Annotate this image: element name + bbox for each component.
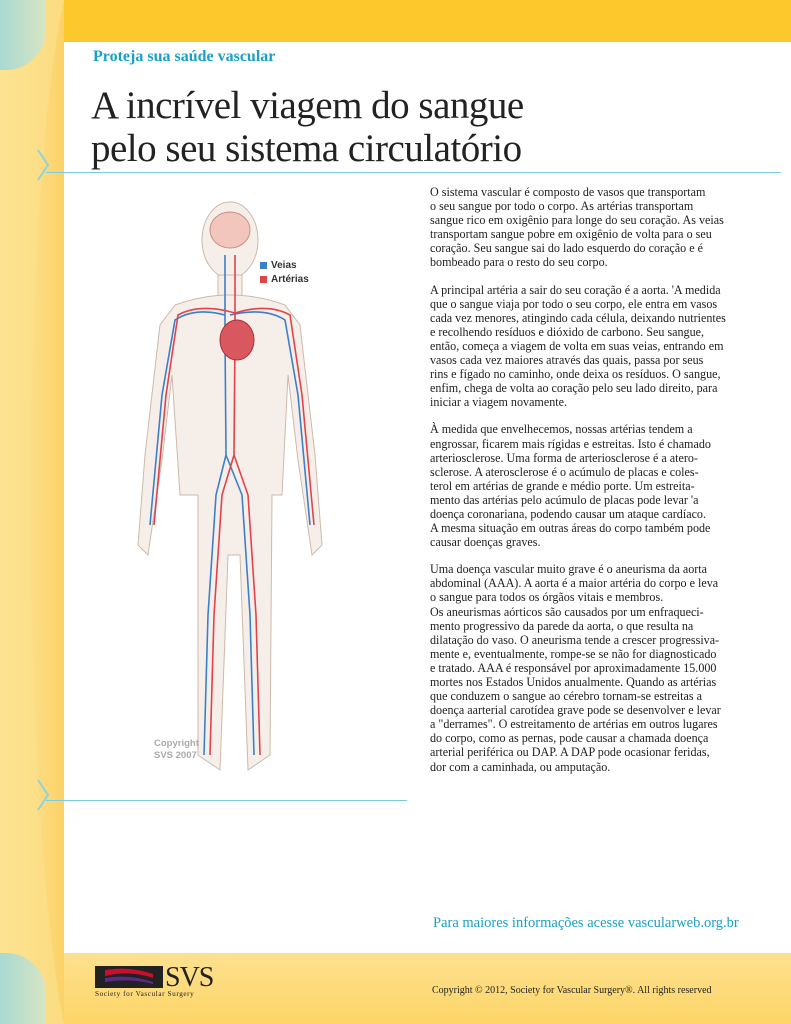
legend-label-arteries: Artérias: [271, 273, 309, 285]
legend-swatch-arteries: [260, 276, 267, 283]
body-text: [430, 185, 745, 787]
svs-logo-tagline: Society for Vascular Surgery: [95, 990, 195, 998]
legend-label-veins: Veias: [271, 259, 297, 271]
footer-copyright: Copyright © 2012, Society for Vascular Surgery®. All rights reserved: [432, 985, 712, 996]
svs-logo: [95, 962, 225, 1002]
figure-legend: [260, 258, 309, 286]
paragraph: O sistema vascular é composto de vasos que transportam o seu sangue por todo o corpo. As artérias transportam sangue rico em oxigênio para longe do seu coração. As veias transportam sangue pobre em oxigênio de volta para o seu coração. Seu sangue sai do lado esquerdo do coração e é bombeado para o resto do seu corpo.: [430, 185, 724, 270]
title-line-1: A incrível viagem do sangue: [91, 84, 524, 127]
more-info-link[interactable]: Para maiores informações acesse vascularweb.org.br: [433, 915, 739, 931]
figure-copyright: Copyright SVS 2007: [154, 738, 199, 761]
title-rule: [46, 172, 781, 173]
legend-swatch-veins: [260, 262, 267, 269]
title-line-2: pelo seu sistema circulatório: [91, 127, 522, 170]
circulatory-system-figure: [100, 195, 360, 780]
legend-item-veins: [260, 258, 309, 272]
paragraph: A principal artéria a sair do seu coração é a aorta. 'A medida que o sangue viaja por todo o seu corpo, ele entra em vasos cada vez menores, atingindo cada célula, deixando nutrientes e recolhendo resíduos e dióxido de carbono. Seu sangue, então, começa a viagem de volta em suas veias, entrando em vasos cada vez maiores através das quais, passa por seus rins e fígado no caminho, onde deixa os resíduos. O sangue, enfim, chega de volta ao coração pelo seu lado direito, para iniciar a viagem novamente.: [430, 282, 726, 410]
svs-logo-text: SVS: [165, 962, 214, 993]
brain-icon: [210, 212, 250, 248]
page-title: [91, 84, 524, 170]
heart-icon: [220, 320, 254, 360]
paragraph: À medida que envelhecemos, nossas artérias tendem a engrossar, ficarem mais rígidas e estreitas. Isto é chamado arteriosclerose. Uma forma de arteriosclerose é a atero- sclerose. A aterosclerose é o acúmulo de placas e coles- terol em artérias de grande e médio porte. Um estreita- mento das artérias pelo acúmulo de placas pode levar 'a doença coronariana, podendo causar um ataque cardíaco. A mesma situação em outras áreas do corpo também pode causar doenças graves.: [430, 422, 711, 550]
kicker-heading: Proteja sua saúde vascular: [93, 48, 276, 65]
legend-item-arteries: [260, 272, 309, 286]
svs-logo-flag: [95, 966, 163, 988]
figure-rule: [46, 800, 407, 801]
paragraph: Uma doença vascular muito grave é o aneurisma da aorta abdominal (AAA). A aorta é a maior artéria do corpo e leva o sangue para todos os órgãos vitais e membros. Os aneurismas aórticos são causados por um enfraqueci- mento progressivo da parede da aorta, o que resulta na dilatação do vaso. O aneurisma tende a crescer progressiva- mente e, eventualmente, rompe-se se não for diagnosticado e tratado. AAA é responsável por aproximadamente 15.000 mortes nos Estados Unidos anualmente. Quando as artérias que conduzem o sangue ao cérebro tornam-se estreitas a doença aarterial carotídea grave pode se desenvolver e levar a "derrames". O estreitamento de artérias em outros lugares do corpo, como as pernas, pode causar a chamada doença arterial periférica ou DAP. A DAP pode ocasionar feridas, dor com a caminhada, ou amputação.: [430, 562, 721, 774]
